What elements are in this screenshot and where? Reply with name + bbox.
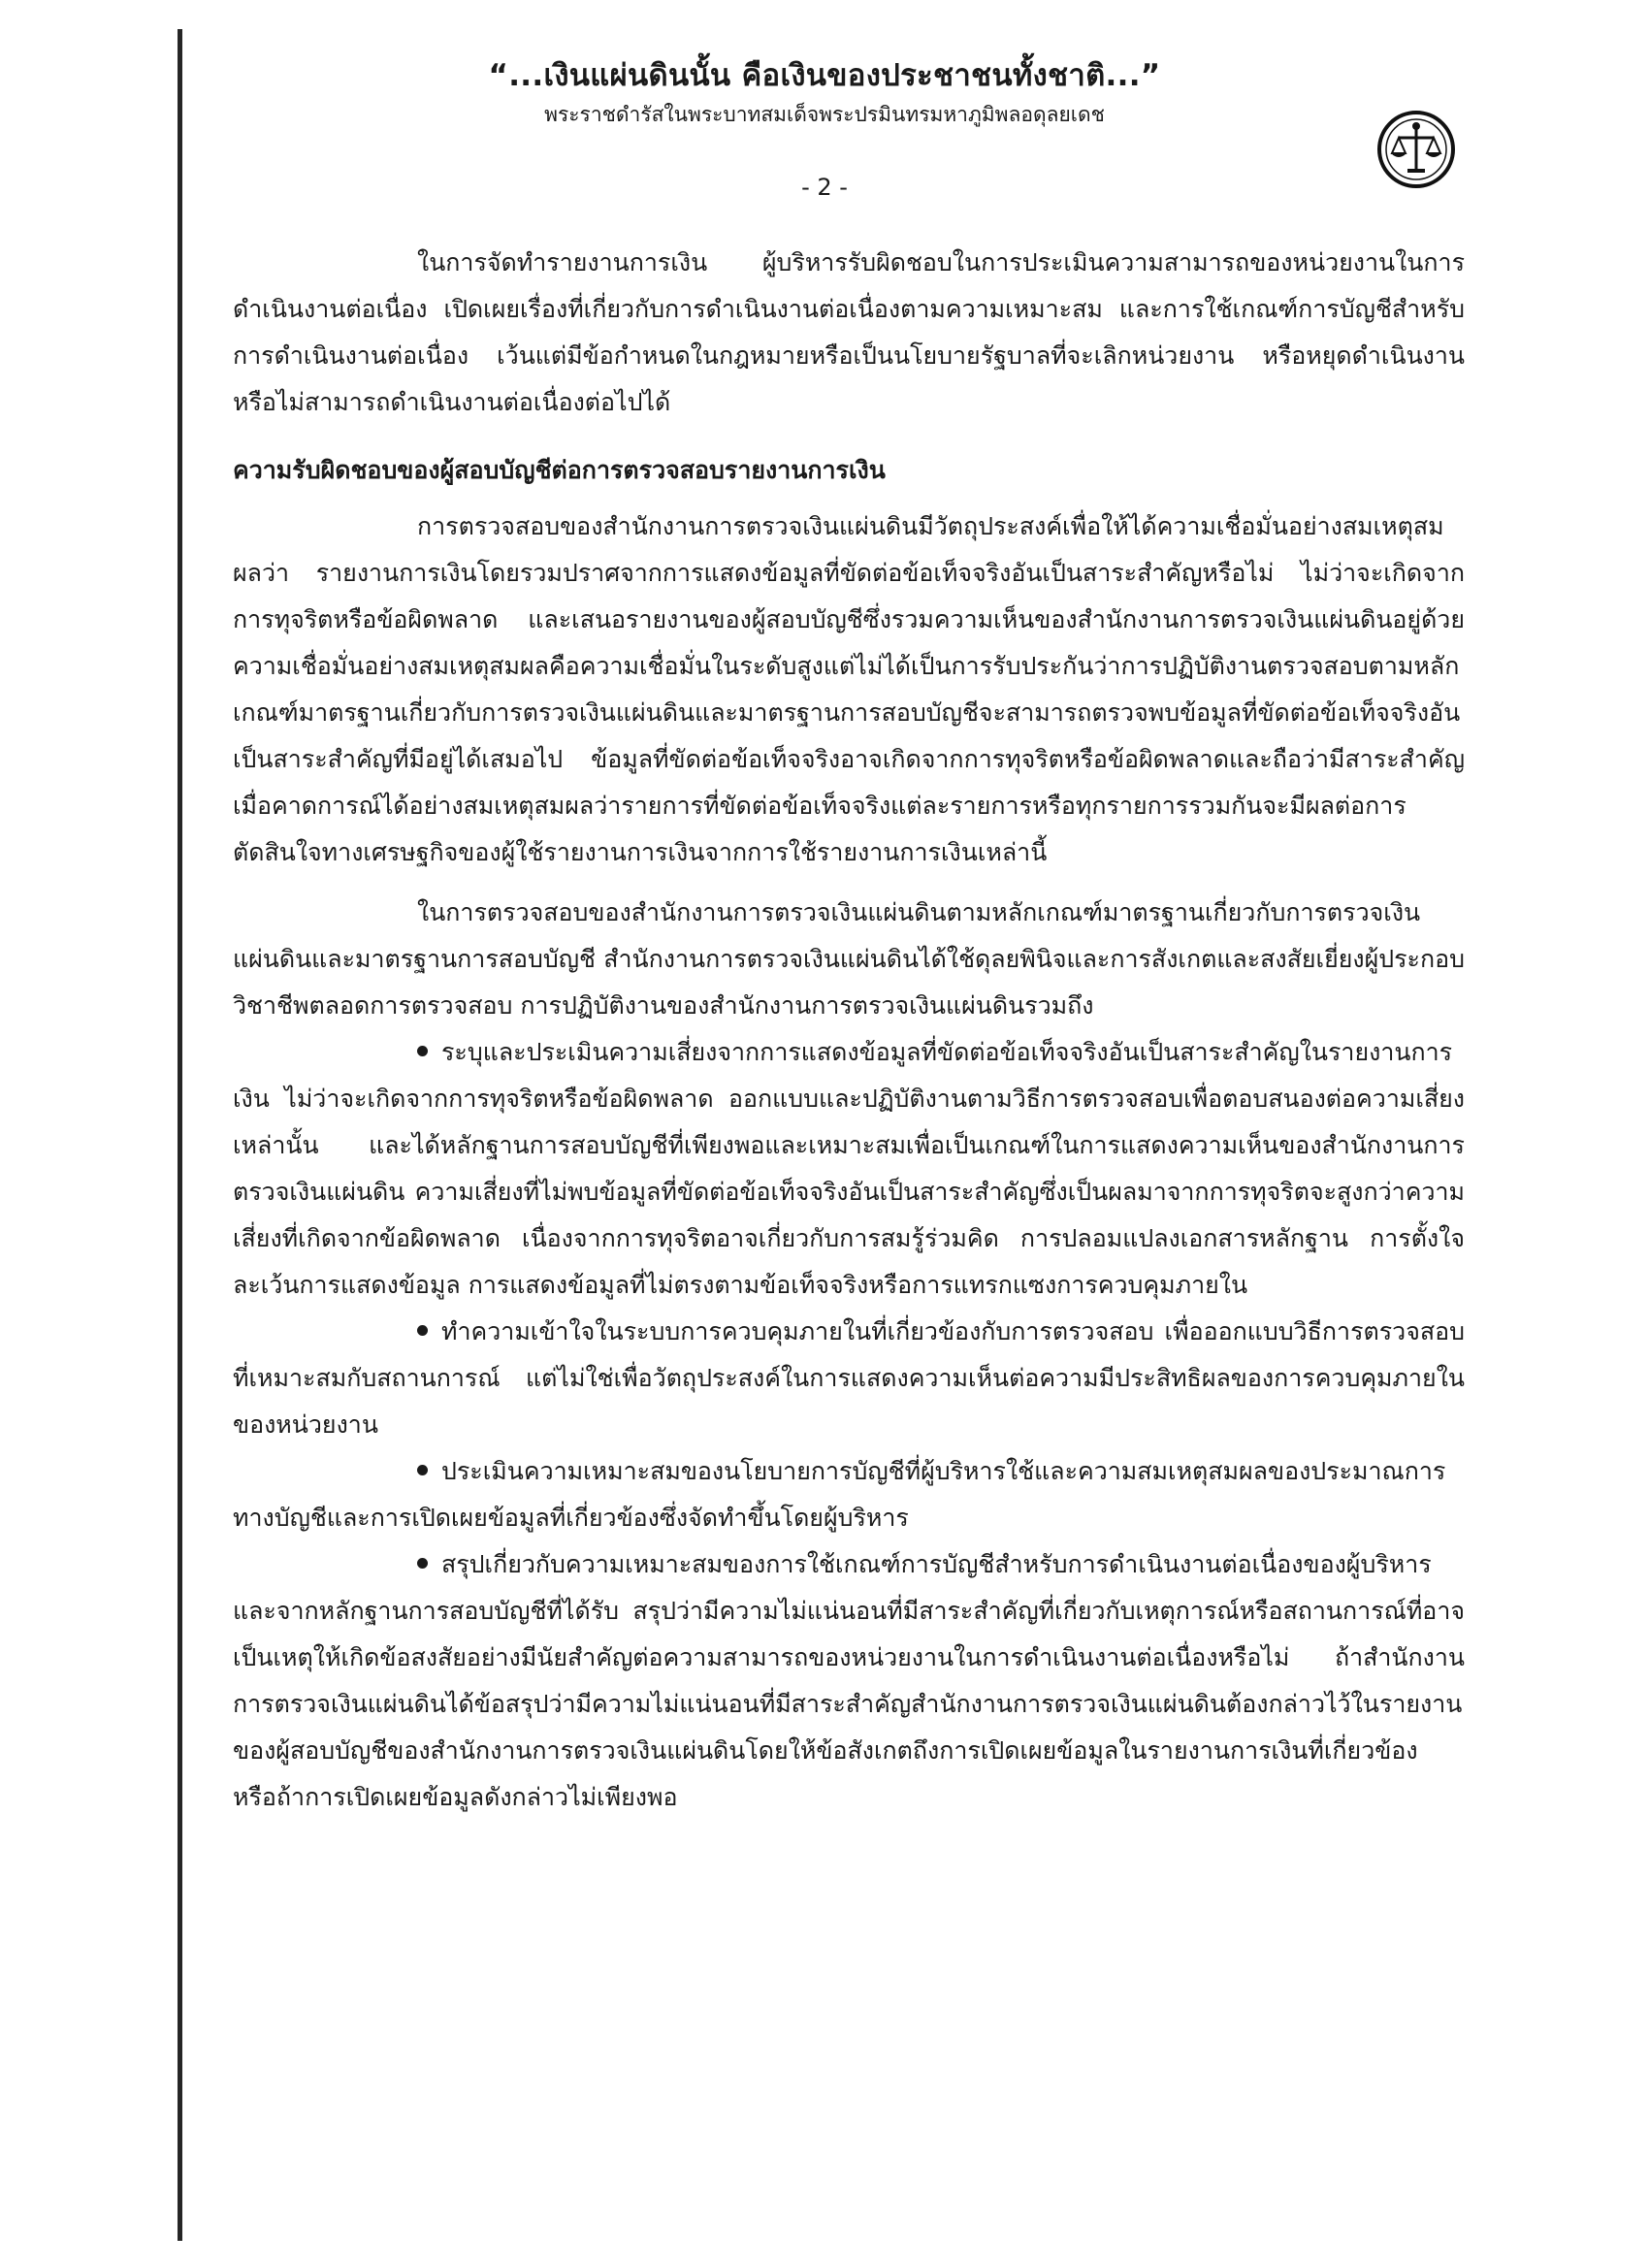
list-item-text: สรุปเกี่ยวกับความเหมาะสมของการใช้เกณฑ์การบัญชีสำหรับการดำเนินงานต่อเนื่องของผู้บริหารและจากหลักฐานการสอบบัญชีที่ได้รับ สรุปว่ามีความไม่แน่นอนที่มีสาระสำคัญที่เกี่ยวกับเหตุการณ์หรือสถานการณ์ที่อาจเป็นเหตุให้เกิดข้อสงสัยอย่างมีนัยสำคัญต่อความสามารถของหน่วยงานในการดำเนินงานต่อเนื่องหรือไม่ ถ้าสำนักงานการตรวจเงินแผ่นดินได้ข้อสรุปว่ามีความไม่แน่นอนที่มีสาระสำคัญสำนักงานการตรวจเงินแผ่นดินต้องกล่าวไว้ในรายงานของผู้สอบบัญชีของสำนักงานการตรวจเงินแผ่นดินโดยให้ข้อสังเกตถึงการเปิดเผยข้อมูลในรายงานการเงินที่เกี่ยวข้อง หรือถ้าการเปิดเผยข้อมูลดังกล่าวไม่เพียงพอ [233,1550,1465,1811]
list-item [233,1448,1465,1541]
section-heading: ความรับผิดชอบของผู้สอบบัญชีต่อการตรวจสอบรายงานการเงิน [233,456,886,484]
list-item-text: ทำความเข้าใจในระบบการควบคุมภายในที่เกี่ยวข้องกับการตรวจสอบ เพื่อออกแบบวิธีการตรวจสอบที่เหมาะสมกับสถานการณ์ แต่ไม่ใช่เพื่อวัตถุประสงค์ในการแสดงความเห็นต่อความมีประสิทธิผลของการควบคุมภายในของหน่วยงาน [233,1317,1465,1439]
royal-quote: “...เงินแผ่นดินนั้น คือเงินของประชาชนทั้งชาติ...” [488,58,1161,93]
quote-attribution: พระราชดำรัสในพระบาทสมเด็จพระปรมินทรมหาภูมิพลอดุลยเดช [544,103,1105,126]
binding-line [178,29,182,2241]
list-item [233,1541,1465,1821]
list-item-text: ประเมินความเหมาะสมของนโยบายการบัญชีที่ผู้บริหารใช้และความสมเหตุสมผลของประมาณการทางบัญชีและการเปิดเผยข้อมูลที่เกี่ยวข้องซึ่งจัดทำขึ้นโดยผู้บริหาร [233,1457,1446,1532]
list-item [233,1309,1465,1448]
bullet-icon [417,1046,428,1056]
page-number: - 2 - [801,174,848,201]
bullet-icon [417,1325,428,1336]
document-body [233,240,1465,1821]
list-item-text: ระบุและประเมินความเสี่ยงจากการแสดงข้อมูลที่ขัดต่อข้อเท็จจริงอันเป็นสาระสำคัญในรายงานการเงิน ไม่ว่าจะเกิดจากการทุจริตหรือข้อผิดพลาด ออกแบบและปฏิบัติงานตามวิธีการตรวจสอบเพื่อตอบสนองต่อความเสี่ยงเหล่านั้น และได้หลักฐานการสอบบัญชีที่เพียงพอและเหมาะสมเพื่อเป็นเกณฑ์ในการแสดงความเห็นของสำนักงานการตรวจเงินแผ่นดิน ความเสี่ยงที่ไม่พบข้อมูลที่ขัดต่อข้อเท็จจริงอันเป็นสาระสำคัญซึ่งเป็นผลมาจากการทุจริตจะสูงกว่าความเสี่ยงที่เกิดจากข้อผิดพลาด เนื่องจากการทุจริตอาจเกี่ยวกับการสมรู้ร่วมคิด การปลอมแปลงเอกสารหลักฐาน การตั้งใจละเว้นการแสดงข้อมูล การแสดงข้อมูลที่ไม่ตรงตามข้อเท็จจริงหรือการแทรกแซงการควบคุมภายใน [233,1038,1465,1299]
paragraph-audit-procedures: ในการตรวจสอบของสำนักงานการตรวจเงินแผ่นดินตามหลักเกณฑ์มาตรฐานเกี่ยวกับการตรวจเงินแผ่นดินและมาตรฐานการสอบบัญชี สำนักงานการตรวจเงินแผ่นดินได้ใช้ดุลยพินิจและการสังเกตและสงสัยเยี่ยงผู้ประกอบวิชาชีพตลอดการตรวจสอบ การปฏิบัติงานของสำนักงานการตรวจเงินแผ่นดินรวมถึง [233,898,1465,1020]
list-item [233,1029,1465,1309]
bullet-icon [417,1558,428,1569]
bullet-icon [417,1465,428,1475]
paragraph-going-concern: ในการจัดทำรายงานการเงิน ผู้บริหารรับผิดชอบในการประเมินความสามารถของหน่วยงานในการดำเนินงานต่อเนื่อง เปิดเผยเรื่องที่เกี่ยวกับการดำเนินงานต่อเนื่องตามความเหมาะสม และการใช้เกณฑ์การบัญชีสำหรับการดำเนินงานต่อเนื่อง เว้นแต่มีข้อกำหนดในกฎหมายหรือเป็นนโยบายรัฐบาลที่จะเลิกหน่วยงาน หรือหยุดดำเนินงานหรือไม่สามารถดำเนินงานต่อเนื่องต่อไปได้ [233,248,1465,416]
paragraph-audit-objective: การตรวจสอบของสำนักงานการตรวจเงินแผ่นดินมีวัตถุประสงค์เพื่อให้ได้ความเชื่อมั่นอย่างสมเหตุสมผลว่า รายงานการเงินโดยรวมปราศจากการแสดงข้อมูลที่ขัดต่อข้อเท็จจริงอันเป็นสาระสำคัญหรือไม่ ไม่ว่าจะเกิดจากการทุจริตหรือข้อผิดพลาด และเสนอรายงานของผู้สอบบัญชีซึ่งรวมความเห็นของสำนักงานการตรวจเงินแผ่นดินอยู่ด้วย ความเชื่อมั่นอย่างสมเหตุสมผลคือความเชื่อมั่นในระดับสูงแต่ไม่ได้เป็นการรับประกันว่าการปฏิบัติงานตรวจสอบตามหลักเกณฑ์มาตรฐานเกี่ยวกับการตรวจเงินแผ่นดินและมาตรฐานการสอบบัญชีจะสามารถตรวจพบข้อมูลที่ขัดต่อข้อเท็จจริงอันเป็นสาระสำคัญที่มีอยู่ได้เสมอไป ข้อมูลที่ขัดต่อข้อเท็จจริงอาจเกิดจากการทุจริตหรือข้อผิดพลาดและถือว่ามีสาระสำคัญเมื่อคาดการณ์ได้อย่างสมเหตุสมผลว่ารายการที่ขัดต่อข้อเท็จจริงแต่ละรายการหรือทุกรายการรวมกันจะมีผลต่อการตัดสินใจทางเศรษฐกิจของผู้ใช้รายงานการเงินจากการใช้รายงานการเงินเหล่านี้ [233,512,1465,866]
